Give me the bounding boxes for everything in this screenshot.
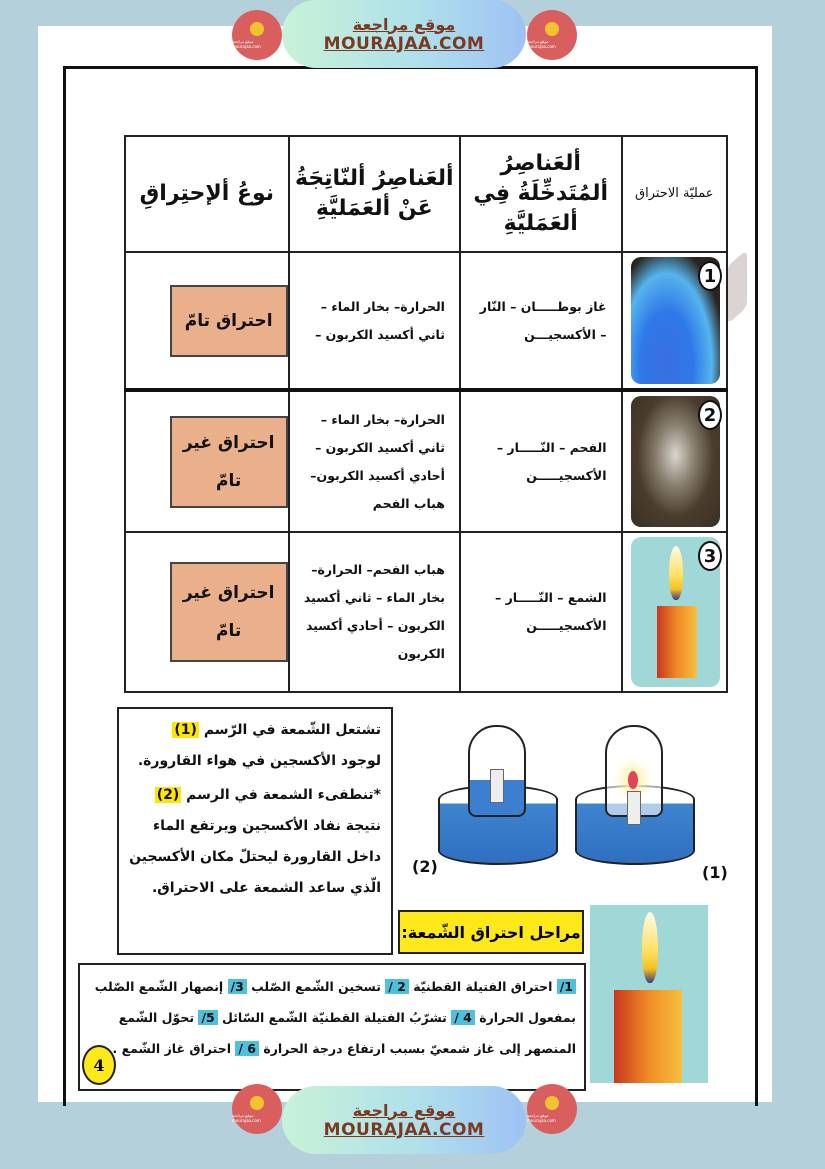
watermark-banner-top[interactable]	[282, 0, 526, 68]
header-products: ألعَناصِرُ ألنّاتِجَةُ عَنْ ألعَمَليَّةِ	[289, 136, 460, 252]
page-number-badge: 4	[82, 1045, 116, 1085]
figure-label-1: (1)	[702, 863, 728, 882]
combustion-table	[124, 135, 728, 693]
candle-jar-experiment	[400, 715, 740, 885]
watermark-arabic: موقع مراجعة	[352, 14, 456, 34]
header-process: عمليّة الاحتراق	[622, 136, 728, 252]
figure-label-2: (2)	[412, 857, 438, 876]
process-image-cell	[622, 390, 728, 532]
products-cell: الحرارة– بخار الماء –ثاني أكسيد الكربون – أحادي أكسيد الكربون–هباب الفحم	[289, 390, 460, 532]
figure-ref-highlight: (2)	[156, 787, 180, 803]
stage-text: إنصهار الشّمع الصّلب بمفعول الحرارة	[94, 979, 576, 1025]
header-type: نوعُ ألإحتِراقِ	[125, 136, 289, 252]
candle-flame-image	[590, 905, 708, 1083]
figure-ref-highlight: (1)	[174, 722, 197, 738]
watermark-banner-bottom[interactable]	[282, 1086, 526, 1154]
stage-number: 2 /	[385, 979, 409, 994]
table-row	[125, 252, 727, 390]
stage-number: 1/	[557, 979, 576, 994]
candle-stages-box	[78, 963, 586, 1091]
products-cell: الحرارة– بخار الماء –ثاني أكسيد الكربون –	[289, 252, 460, 390]
watermark-badge-icon: موقع مراجعة mourajaa.com	[527, 1084, 577, 1134]
stage-text: احتراق غاز الشّمع .	[112, 1041, 236, 1056]
type-cell	[125, 532, 289, 692]
combustion-type-box: احتراق تامّ	[170, 285, 288, 357]
process-image-cell	[622, 532, 728, 692]
stage-text: تسخين الشّمع الصّلب	[246, 979, 386, 994]
table-row	[125, 390, 727, 532]
stage-number: 4 /	[451, 1010, 475, 1025]
inputs-cell: الشمع – النّـــــار – الأكسجيـــــن	[460, 532, 622, 692]
watermark-badge-icon: موقع مراجعة mourajaa.com	[527, 10, 577, 60]
header-inputs: ألعَناصِرُ ألمُتَدخِّلَةُ فِي ألعَمَليَّةِ	[460, 136, 622, 252]
watermark-english: MOURAJAA.COM	[323, 1119, 485, 1140]
process-image-cell	[622, 252, 728, 390]
stage-text: احتراق الفتيلة القطنيّة	[408, 979, 557, 994]
combustion-type-box: احتراق غير تامّ	[170, 416, 288, 508]
products-cell: هباب الفحم– الحرارة– بخار الماء – ثاني أكسيد الكربون – أحادي أكسيد الكربون	[289, 532, 460, 692]
row-number-badge: 3	[698, 541, 722, 571]
row-number-badge: 2	[698, 400, 722, 430]
watermark-badge-icon: موقع مراجعة mourajaa.com	[232, 1084, 282, 1134]
table-row	[125, 532, 727, 692]
explanation-paragraph-1: تشتعل الشّمعة في الرّسم (1) لوجود الأكسجين في هواء القارورة.	[137, 722, 381, 769]
watermark-arabic: موقع مراجعة	[352, 1100, 456, 1120]
stage-number: 5/	[198, 1010, 217, 1025]
watermark-badge-icon: موقع مراجعة mourajaa.com	[232, 10, 282, 60]
stage-text: تحوّل الشّمع المنصهر إلى غاز شمعيّ بسبب ارتفاع درجة الحرارة	[118, 1010, 576, 1056]
type-cell	[125, 252, 289, 390]
extinguished-candle-jar-illustration	[438, 725, 558, 865]
row-number-badge: 1	[698, 261, 722, 291]
stages-title: مراحل احتراق الشّمعة:	[398, 910, 584, 954]
table-header-row	[125, 136, 727, 252]
inputs-cell: الفحم – النّـــــار – الأكسجيـــــن	[460, 390, 622, 532]
burning-candle-jar-illustration	[575, 725, 695, 865]
inputs-cell: غاز بوطـــــان – النّار – الأكسجيـــن	[460, 252, 622, 390]
type-cell	[125, 390, 289, 532]
explanation-box	[117, 707, 393, 955]
stage-number: 3/	[228, 979, 247, 994]
watermark-english: MOURAJAA.COM	[323, 33, 485, 54]
combustion-type-box: احتراق غير تامّ	[170, 562, 288, 662]
explanation-paragraph-2: *تنطفىء الشمعة في الرسم (2) نتيجة نفاد الأكسجين ويرتفع الماء داخل القارورة ليحتلّ مكان الأكسجين الّذي ساعد الشمعة على الاحتراق.	[129, 787, 381, 896]
stage-number: 6 /	[235, 1041, 259, 1056]
stage-text: تشرّبُ الفتيلة القطنيّة الشّمع السّائل	[217, 1010, 452, 1025]
